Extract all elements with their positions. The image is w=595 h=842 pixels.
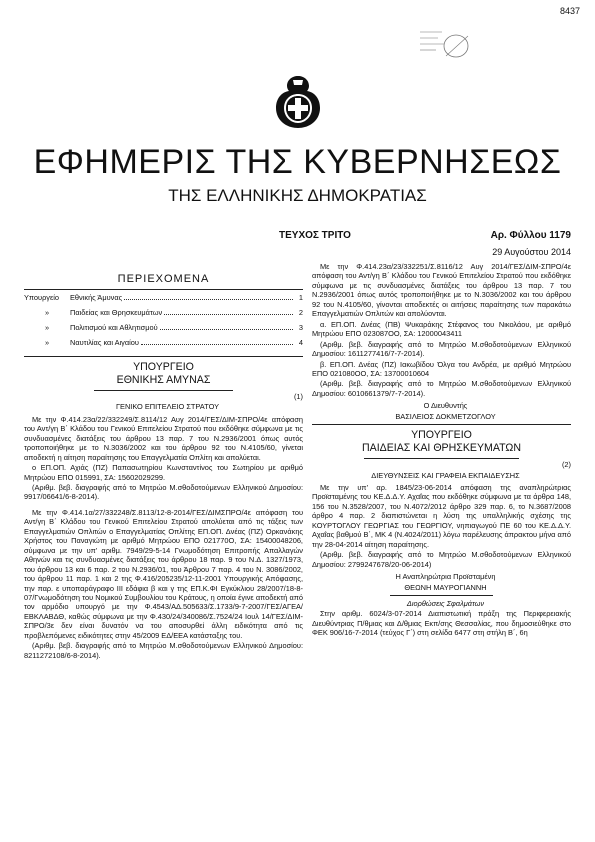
signatory-name: ΒΑΣΙΛΕΙΟΣ ΔΟΚΜΕΤΖΟΓΛΟΥ [395, 411, 496, 421]
ministry-line: ΠΑΙΔΕΙΑΣ ΚΑΙ ΘΡΗΣΚΕΥΜΑΤΩΝ [362, 442, 521, 455]
toc-prefix: Υπουργείο [24, 293, 60, 302]
issue-series: ΤΕΥΧΟΣ ΤΡΙΤΟ [279, 230, 351, 241]
toc-leader [141, 344, 293, 345]
issue-number: Αρ. Φύλλου 1179 [490, 230, 571, 241]
signatory-role: Ο Διευθυντής [423, 401, 468, 411]
ministry-line: ΥΠΟΥΡΓΕΙΟ [133, 361, 194, 373]
errata-heading: Διορθώσεις Σφαλμάτων [406, 598, 485, 608]
issue-date: 29 Αυγούστου 2014 [492, 247, 571, 257]
paragraph: (Αριθμ. βεβ. διαγραφής από το Μητρώο Μ.σθοδοτούμενων Ελληνικού Δημοσίου: 2799247678/20-06-2014) [312, 550, 571, 569]
toc-item[interactable] [24, 293, 303, 308]
toc-leader [164, 314, 293, 315]
ministry-line: ΕΘΝΙΚΗΣ ΑΜΥΝΑΣ [116, 374, 211, 386]
paragraph: Με την Φ.414.23α/23/332251/Σ.8116/12 Αυγ 2014/ΓΕΣ/ΔΙΜ-ΣΠΡΟ/4ε απόφαση του Αντ/γη Β΄ Κλάδου του Γενικού Επιτελείου Στρατού που εκδόθηκε σύμφωνα με τις συνδυασμένες διατάξεις του άρθρου 13 παρ. 7 του Ν.2936/2001 όπως αυτός τροποποιήθηκε με το Ν.3036/2002 και του άρθρου 92 του Ν.4105/60, γίνονται αποδεκτές οι αιτήσεις παραίτησης των παρακάτω Επαγγελματιών Οπλιτών και απολύονται. [312, 262, 571, 319]
paragraph: Με την Φ.414.1α/27/332248/Σ.8113/12-8-2014/ΓΕΣ/ΔΙΜΣΠΡΟ/4ε απόφαση του Αντ/γη Β΄ Κλάδου του Γενικού Επιτελείου Στρατού απολύεται από τις τάξεις των Επαγγελματιών Οπλιτών ο Επαγγελματίας Οπλίτης ΕΠ.ΟΠ. Δνέας (ΠΖ) Ορκανάκης Χρήστος του Παναγιώτη με αριθμό Μητρώου ΕΠΟ 021770Ο, ΣΑ: 15400048206, σύμφωνα με την υπ’ αριθμ. 7949/29-5-14 Γνωμοδότηση Επιτροπής Απαλλαγών Αθηνών και τις συνδυασμένες διατάξεις του άρθρου 18 παρ. 9 του Ν.Δ. 1327/1973, του άρθρου 13 και 6 παρ. 2 του Ν.2936/01, του Άρθρου 7 παρ. 4 του Ν. 3086/2002, του άρθρου 11 παρ. 1 και 2 της Φ.416/205235/12-11-2001 Υπουργικής Απόφασης, την παρ. ε υποπαράγραφο III εδάφια β και γ της ΕΠ.Κ.ΦΙ Εγκύκλιου 28/2007/18-8-07/Γνωμοδότηση του Νομικού Συμβουλίου του Κράτους, η οποία έγινε αποδεκτή από τον αρμόδιο υπουργό με την Φ.4543/ΑΔ.505633/Σ.1733/9-7-2007/ΓΕΣ/ΑΓΕΑ/ΕΒΚΛΑΒΔΘ, καθώς σύμφωνα με την Φ.430/24/340086/Σ.7524/24 Ιουλ 14/ΓΕΣ/ΔΙΜ-ΣΠΡΟ/3ε δεν είναι δυνατόν να του αποσυρθεί άλλη ειδικότητα από τις προβλεπόμενες ειδικότητες στην 45/2009 ΕΔ/ΕΕΑ κατάσταξης του. [24, 507, 303, 640]
stamp-icon [418, 28, 470, 64]
contents-title: ΠΕΡΙΕΧΟΜΕΝΑ [117, 273, 210, 285]
page-number: 8437 [559, 6, 580, 16]
section-heading: ΓΕΝΙΚΟ ΕΠΙΤΕΛΕΙΟ ΣΤΡΑΤΟΥ [115, 402, 220, 412]
paragraph: β. ΕΠ.ΟΠ. Δνέας (ΠΖ) Ιακωβίδου Όλγα του Ανδρέα, με αριθμό Μητρώου ΕΠΟ 021080ΟΟ, ΣΑ: 13700010604 [312, 359, 571, 378]
toc-leader [124, 299, 293, 300]
section-heading: ΔΙΕΥΘΥΝΣΕΙΣ ΚΑΙ ΓΡΑΦΕΙΑ ΕΚΠΑΙΔΕΥΣΗΣ [371, 470, 520, 480]
toc-label: Εθνικής Άμυνας [70, 293, 123, 302]
toc-prefix: » [44, 323, 50, 332]
toc-page: 3 [298, 323, 303, 332]
right-column [312, 262, 571, 639]
paragraph: Στην αριθμ. 6024/3-07-2014 Διαπιστωτική πράξη της Περιφερειακής Διευθύντριας Π/θμιας και Δ/θμιας Εκπ/σης Θεσσαλίας, που δημοσιεύθηκε στο ΦΕΚ 906/16-7-2014 (τεύχος Γ΄) στη σελίδα 6477 στη στήλη Β΄, 6η [312, 609, 571, 638]
ministry-heading [312, 429, 571, 455]
paragraph: ο ΕΠ.ΟΠ. Αχιάς (ΠΖ) Παπασωτηρίου Κωνσταντίνος του Σωτηρίου με αριθμό Μητρώου ΕΠΟ 015991, ΣΑ: 15602029299. [24, 463, 303, 482]
signoff-rule [390, 595, 494, 596]
ministry-line: ΥΠΟΥΡΓΕΙΟ [411, 429, 472, 442]
paragraph: (Αριθμ. βεβ. διαγραφής από το Μητρώο Μ.σθοδοτούμενων Ελληνικού Δημοσίου: 1611277416/7-7-2014). [312, 339, 571, 359]
signatory-name: ΘΕΩΝΗ ΜΑΥΡΟΓΙΑΝΝΗ [404, 582, 487, 592]
toc-label: Πολιτισμού και Αθλητισμού [70, 323, 158, 332]
paragraph: Με την Φ.414.23α/22/332249/Σ.8114/12 Αυγ 2014/ΓΕΣ/ΔΙΜ-ΣΠΡΟ/4ε απόφαση του Αντ/γη Β΄ Κλάδου του Γενικού Επιτελείου Στρατού που εκδόθηκε σύμφωνα με τις συνδυασμένες διατάξεις του άρθρου 13 παρ. 7 του Ν.2936/2001 όπως αυτός τροποποιήθηκε με το Ν.3036/2002 και του άρθρου 92 του Ν.4105/60, γίνεται αποδεκτή η αίτηση παραίτησης του Επαγγελματία Οπλίτη και απολύεται. [24, 414, 303, 462]
ministry-rule [94, 390, 234, 391]
item-number: (1) [293, 392, 303, 401]
section-rule [24, 356, 303, 357]
gazette-subtitle: ΤΗΣ ΕΛΛΗΝΙΚΗΣ ΔΗΜΟΚΡΑΤΙΑΣ [168, 186, 427, 205]
left-column [24, 262, 303, 661]
toc-item[interactable] [24, 308, 303, 323]
ministry-rule [364, 458, 519, 459]
toc-leader [160, 329, 293, 330]
ministry-heading [24, 361, 303, 387]
toc-prefix: » [44, 338, 50, 347]
paragraph: (Αριθμ. βεβ. διαγραφής από το Μητρώο Μ.σθοδοτούμενων Ελληνικού Δημοσίου: 6010661379/7-7-2014). [312, 379, 571, 398]
toc-label: Ναυτιλίας και Αιγαίου [70, 338, 139, 347]
paragraph: α. ΕΠ.ΟΠ. Δνέας (ΠΒ) Ψυκαράκης Στέφανος του Νικολάου, με αριθμό Μητρώου ΕΠΟ 023087ΟΟ, ΣΑ: 12000043411 [312, 319, 571, 339]
toc-page: 1 [298, 293, 303, 302]
contents-rule [24, 289, 303, 290]
paragraph: (Αριθμ. βεβ. διαγραφής από το Μητρώο Μ.σθοδοτούμενων Ελληνικού Δημοσίου: 8211272108/6-8-2014). [24, 641, 303, 660]
section-rule [312, 424, 571, 425]
coat-of-arms-icon [274, 74, 322, 130]
toc-prefix: » [44, 308, 50, 317]
item-number: (2) [561, 460, 571, 470]
paragraph: Με την υπ’ αρ. 1845/23-06-2014 απόφαση της αναπληρώτριας Προϊσταμένης του ΚΕ.Δ.Δ.Υ. Αχαΐας που εκδόθηκε σύμφωνα με τα άρθρα 148, 156 του Ν.3528/2007, του Ν.4072/2012 άρθρο 329 παρ. 6, το Ν.3687/2008 άρθρο 4 παρ. 2 διαπιστώνεται η λύση της υπαλληλικής σχέσης της ΚΟΥΡΤΟΓΛΟΥ ΓΕΩΡΓΙΑΣ του ΓΕΩΡΓΙΟΥ, νηπιαγωγού ΠΕ 60 του ΚΕ.Δ.Δ.Υ. Αχαΐας βαθμού Β΄, ΜΚ 4 (Ν.4024/2011) λόγω παρέλευσης άπρακτου μήνα από την 28-04-2014 αίτηση παραίτησης. [312, 483, 571, 549]
toc-label: Παιδείας και Θρησκευμάτων [70, 308, 163, 317]
toc-item[interactable] [24, 323, 303, 338]
toc-page: 2 [298, 308, 303, 317]
gazette-title: ΕΦΗΜΕΡΙΣ ΤΗΣ ΚΥΒΕΡΝΗΣΕΩΣ [33, 143, 562, 181]
toc-page: 4 [298, 338, 303, 347]
paragraph: (Αριθμ. βεβ. διαγραφής από το Μητρώο Μ.σθοδοτούμενων Ελληνικού Δημοσίου: 9917/06641/6-8-2014). [24, 483, 303, 502]
toc-item[interactable] [24, 338, 303, 353]
signatory-role: Η Αναπληρώτρια Προϊσταμένη [395, 572, 496, 582]
